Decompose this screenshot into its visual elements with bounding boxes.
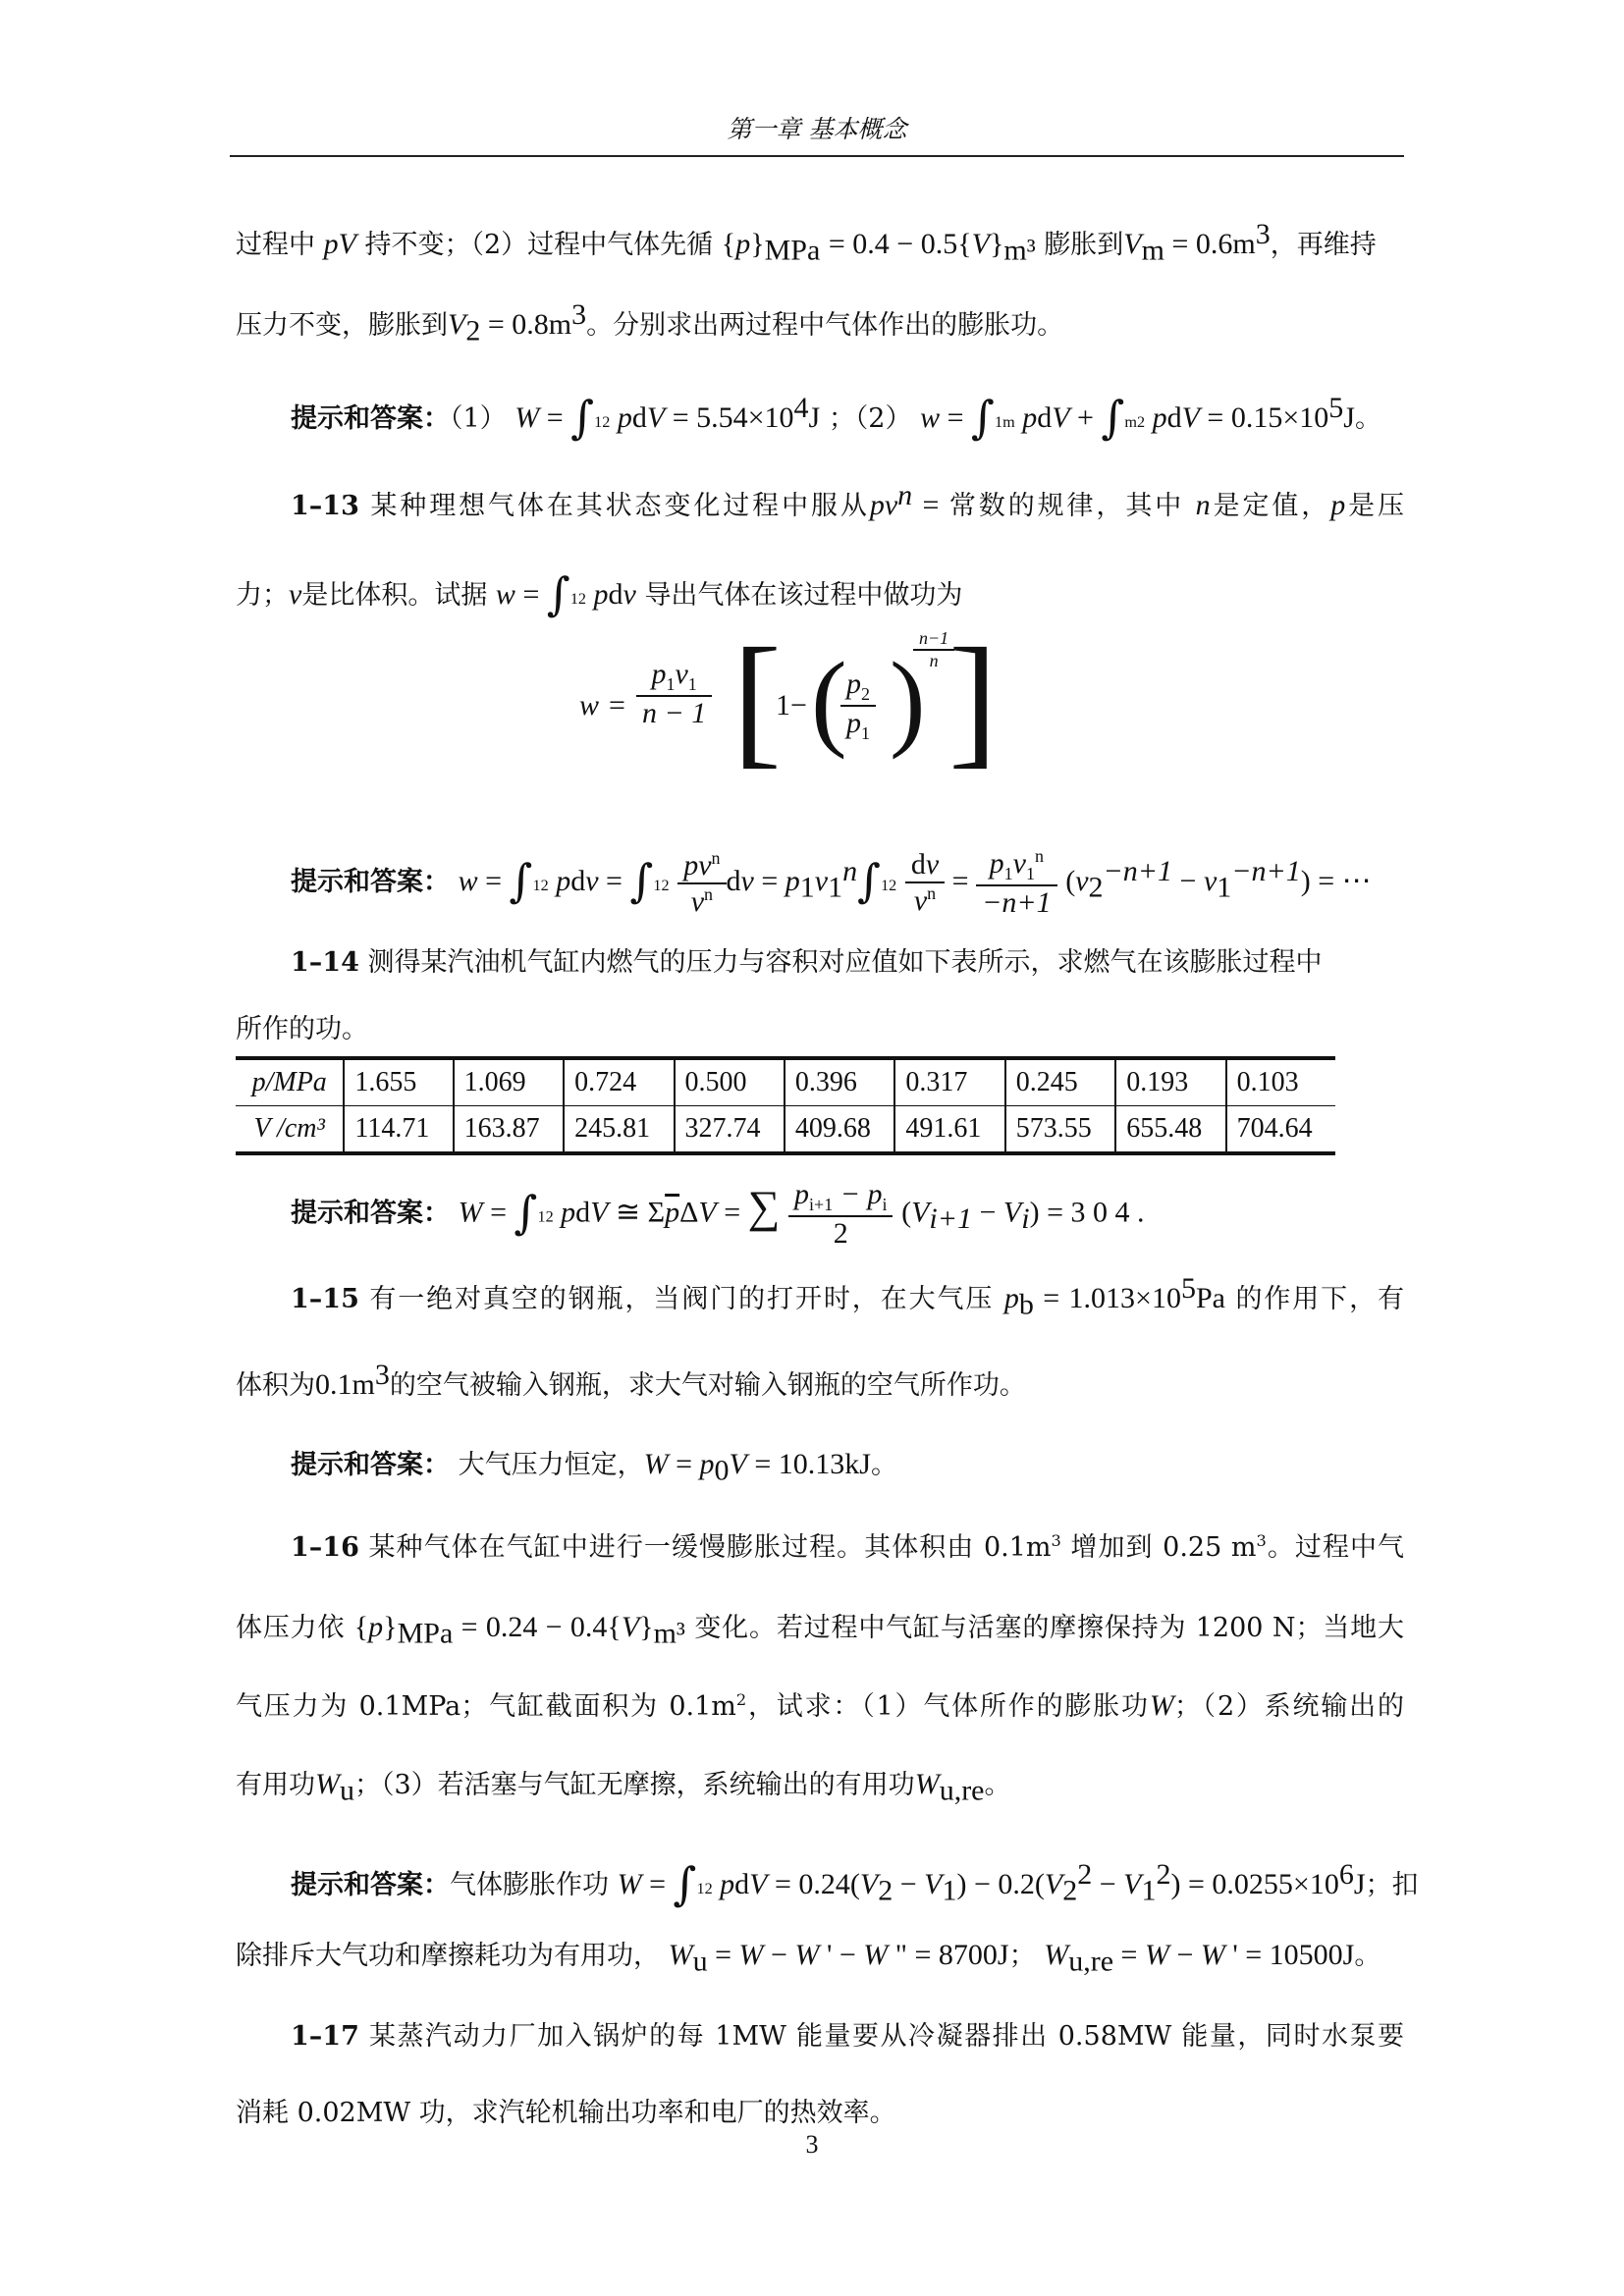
p14-line1 (291, 940, 1404, 979)
text: 除排斥大气功和摩擦耗功为有用功， (236, 1941, 660, 1971)
problem-number: 1–13 (291, 491, 359, 521)
answer-label: 提示和答案： (291, 1870, 450, 1900)
problem-number: 1–15 (291, 1284, 359, 1314)
text: 体积为 (236, 1370, 315, 1401)
text: 是比体积。试据 (301, 580, 488, 611)
text: （1） (450, 403, 507, 434)
text: 某种理想气体在其状态变化过程中服从 (370, 491, 870, 521)
table-cell: 1.069 (454, 1058, 564, 1106)
answer-16-line1: 提示和答案：气体膨胀作功 W = ∫12 pdV = $0.24(V_2 - V_1) - 0.2(V_2^2 - V_1^2) = 0.0255\times 10^6J$；扣 (291, 1857, 1419, 1910)
text: 。过程中气 (1266, 1532, 1405, 1563)
table-cell: 409.68 (785, 1106, 894, 1154)
text: 气压力为 0.1MPa；气缸截面积为 0.1m (236, 1691, 736, 1722)
table-cell: 491.61 (894, 1106, 1004, 1154)
p15-line2: 体积为$0.1m^3$的空气被输入钢瓶，求大气对输入钢瓶的空气所作功。 (236, 1359, 1026, 1401)
answer-16-line2: 除排斥大气功和摩擦耗功为有用功， $W_u = W - W$ ' − W " = 8700J； $W_{u,re} = W - W$ ' = 10500J。 (236, 1939, 1381, 1978)
table-cell: 114.71 (344, 1106, 453, 1154)
answer-12: 提示和答案：（1） W = ∫12 pdV = $5.54\times 10^4J$ ；（2） w = ∫1m pdV + ∫m2 pdV = $0.15\times 10^5J$。 (291, 391, 1381, 444)
table-cell: 0.245 (1005, 1058, 1115, 1106)
text: ，再维持 (1270, 230, 1377, 260)
text: 体压力依 (236, 1613, 346, 1643)
text: ；扣 (1365, 1870, 1419, 1900)
answer-label: 提示和答案： (291, 1198, 450, 1229)
table-cell: 0.396 (785, 1058, 894, 1106)
work-formula: w = $\frac{p_1v_1}{n - 1}$ [ 1− ( $\frac{p_2}{p_1}$ ) $\frac{n-1}{n}$ ] (579, 618, 998, 781)
table-cell: 0.500 (675, 1058, 785, 1106)
answer-13: 提示和答案： w = ∫12 pdv = ∫12 $\frac{pv^n}{v^n}$ dv = $p_1v_1^n\int 12$ $\frac{dv}{v^n}$ = $\frac{p_1v_1^n}{-n+1}$ $(v_2^{-n+1} - v_1^{-n+1})$ = ⋯ (291, 846, 1372, 919)
answer-label: 提示和答案： (291, 403, 450, 434)
table-cell: 245.81 (564, 1106, 674, 1154)
text: 持不变；（2）过程中气体先循 (355, 230, 714, 260)
text: 常数的规律，其中 (948, 491, 1185, 521)
table-cell: 573.55 (1005, 1106, 1115, 1154)
pressure-volume-table (236, 1056, 1335, 1155)
text: 。 (984, 1770, 1011, 1800)
text: 测得某汽油机气缸内燃气的压力与容积对应值如下表所示，求燃气在该膨胀过程中 (367, 947, 1323, 978)
result-value: 3 0 4 . (1070, 1196, 1145, 1229)
problem-number: 1–17 (291, 2021, 359, 2052)
text: ；（3）若活塞与气缸无摩擦，系统输出的有用功 (354, 1770, 915, 1800)
table-cell: 0.724 (564, 1058, 674, 1106)
page-number: 3 (805, 2130, 819, 2159)
row-label: p/MPa (236, 1058, 344, 1106)
p16-line3: 气压力为 0.1MPa；气缸截面积为 $0.1m^2$，试求：（1）气体所作的膨胀功W；（2）系统输出的 (236, 1689, 1404, 1722)
running-header: 第一章 基本概念 (230, 110, 1404, 157)
text: 压力不变，膨胀到 (236, 310, 448, 341)
p14-line2: 所作的功。 (236, 1014, 368, 1044)
answer-label: 提示和答案： (291, 867, 450, 897)
problem-number: 1–16 (291, 1532, 359, 1563)
table-cell: 655.48 (1115, 1106, 1225, 1154)
problem-number: 1–14 (291, 947, 359, 978)
p13-line2: 力；v是比体积。试据 w = ∫12 pdv 导出气体在该过程中做功为 (236, 567, 963, 620)
p17-line1 (291, 2014, 1404, 2053)
text: 有一绝对真空的钢瓶，当阀门的打开时，在大气压 (369, 1284, 995, 1314)
text: 增加到 0.25 m (1060, 1532, 1257, 1563)
answer-label: 提示和答案： (291, 1450, 450, 1480)
text: 导出气体在该过程中做功为 (644, 580, 963, 611)
text: 气体膨胀作功 (450, 1870, 609, 1900)
text: 是压 (1345, 491, 1405, 521)
text: 是定值， (1210, 491, 1331, 521)
table-cell: 163.87 (454, 1106, 564, 1154)
p15-line1: 1–15 有一绝对真空的钢瓶，当阀门的打开时，在大气压 $p_b = 1.013\times 10^5Pa$ 的作用下，有 (291, 1272, 1404, 1321)
table-cell: 0.317 (894, 1058, 1004, 1106)
table-row (236, 1058, 1335, 1106)
p12-line1: 过程中 pV 持不变；（2）过程中气体先循 $\{p\}_{MPa} = 0.4 - 0.5\{V\}_{m^3}$ 膨胀到$V_m = 0.6m^3$，再维持 (236, 218, 1377, 267)
text: 某种气体在气缸中进行一缓慢膨胀过程。其体积由 0.1m (368, 1532, 1052, 1563)
text: 的空气被输入钢瓶，求大气对输入钢瓶的空气所作功。 (389, 1370, 1026, 1401)
text: ； (1008, 1941, 1036, 1971)
text: 大气压力恒定， (458, 1450, 644, 1480)
text: 。 (1354, 1941, 1381, 1971)
text: ，试求：（1）气体所作的膨胀功 (746, 1691, 1150, 1722)
text: 。 (1354, 403, 1381, 434)
text: ；（2）系统输出的 (1173, 1691, 1404, 1722)
table-cell: 1.655 (344, 1058, 453, 1106)
text: 。分别求出两过程中气体作出的膨胀功。 (586, 310, 1064, 341)
table-cell: 0.193 (1115, 1058, 1225, 1106)
p16-line4: 有用功$W_u$；（3）若活塞与气缸无摩擦，系统输出的有用功$W_{u,re}$。 (236, 1768, 1011, 1807)
table-cell: 327.74 (675, 1106, 785, 1154)
text: ；（2） (828, 403, 912, 434)
text: 某蒸汽动力厂加入锅炉的每 1MW 能量要从冷凝器排出 0.58MW 能量，同时水泵要 (368, 2021, 1404, 2052)
text: 。 (870, 1450, 897, 1480)
table-row (236, 1106, 1335, 1154)
text: 的作用下，有 (1235, 1284, 1404, 1314)
text: 膨胀到 (1044, 230, 1124, 260)
table-cell: 0.103 (1226, 1058, 1335, 1106)
answer-14: 提示和答案： W = ∫12 pdV ≅ $\Sigma\overline{p}\Delta V$ = ∑ $\frac{p_{i+1} - p_i}{2}$ $(V_{i+1} - V_i) = 3$ 0 4 . (291, 1178, 1145, 1250)
p13-line1: 1–13 某种理想气体在其状态变化过程中服从$pv^n$ = 常数的规律，其中 n是定值，p是压 (291, 479, 1405, 521)
p16-line1: 1–16 某种气体在气缸中进行一缓慢膨胀过程。其体积由 $0.1m^3$ 增加到 0.25 $m^3$。过程中气 (291, 1531, 1405, 1563)
text: 变化。若过程中气缸与活塞的摩擦保持为 1200 N；当地大 (694, 1613, 1404, 1643)
p16-line2: 体压力依 $\{p\}_{MPa} = 0.24 - 0.4\{V\}_{m^3}$ 变化。若过程中气缸与活塞的摩擦保持为 1200 N；当地大 (236, 1611, 1404, 1650)
text: 过程中 (236, 230, 324, 260)
row-label: V /cm³ (236, 1106, 344, 1154)
p17-line2: 消耗 0.02MW 功，求汽轮机输出功率和电厂的热效率。 (236, 2098, 896, 2128)
text: 有用功 (236, 1770, 315, 1800)
answer-15: 提示和答案： 大气压力恒定，$W = p_0V = 10.13kJ$。 (291, 1448, 897, 1487)
text: 力； (236, 580, 289, 611)
table-cell: 704.64 (1226, 1106, 1335, 1154)
p12-line2: 压力不变，膨胀到$V_2 = 0.8m^3$。分别求出两过程中气体作出的膨胀功。 (236, 298, 1064, 347)
